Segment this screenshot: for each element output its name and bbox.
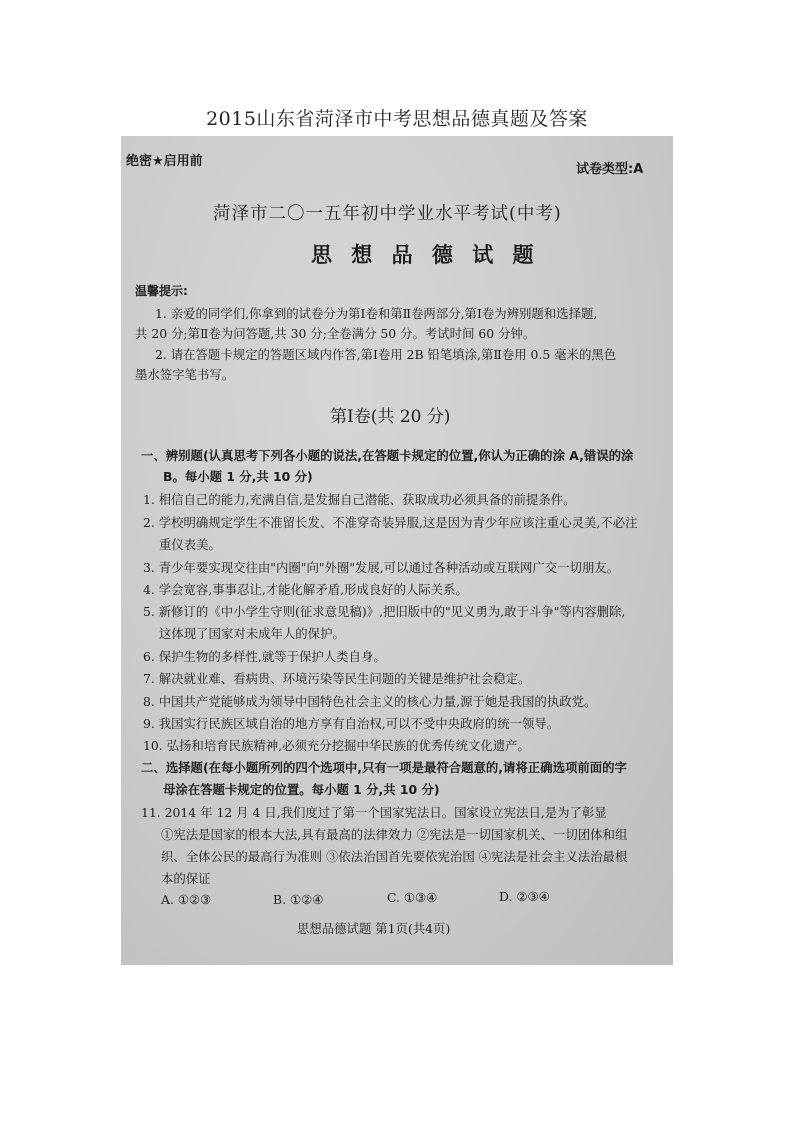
question-line: 7. 解决就业难、看病贵、环境污染等民生问题的关键是维护社会稳定。 bbox=[143, 671, 531, 686]
answer-option: D. ②③④ bbox=[499, 889, 550, 904]
question-line: 4. 学会宽容,事事忍让,才能化解矛盾,形成良好的人际关系。 bbox=[143, 582, 468, 597]
secret-label: 绝密★启用前 bbox=[126, 154, 203, 169]
question-line: 10. 弘扬和培育民族精神,必须充分挖掘中华民族的优秀传统文化遗产。 bbox=[143, 738, 530, 753]
page-footer: 思想品德试题 第1页(共4页) bbox=[297, 921, 451, 936]
section2-instruction: 母涂在答题卡规定的位置。每小题 1 分,共 10 分) bbox=[163, 782, 440, 797]
exam-name: 菏泽市二〇一五年初中学业水平考试(中考) bbox=[213, 204, 562, 224]
question-line: 本的保证 bbox=[161, 871, 211, 886]
answer-option: A. ①②③ bbox=[161, 892, 212, 907]
question-line: 11. 2014 年 12 月 4 日,我们度过了第一个国家宪法日。国家设立宪法日,是为了彰显 bbox=[141, 805, 607, 820]
question-line: 6. 保护生物的多样性,就等于保护人类自身。 bbox=[143, 649, 386, 664]
question-line: 9. 我国实行民族区域自治的地方享有自治权,可以不受中央政府的统一领导。 bbox=[143, 716, 560, 731]
section2-instruction: 二、选择题(在每小题所列的四个选项中,只有一项是最符合题意的,请将正确选项前面的字 bbox=[141, 760, 627, 775]
exam-content bbox=[121, 136, 673, 965]
question-line: 8. 中国共产党能够成为领导中国特色社会主义的核心力量,源于她是我国的执政党。 bbox=[143, 694, 597, 709]
tips-heading: 温馨提示: bbox=[135, 284, 188, 298]
question-line: 重仪表美。 bbox=[159, 537, 221, 552]
question-line: 1. 相信自己的能力,充满自信,是发掘自己潜能、获取成功必须具备的前提条件。 bbox=[143, 492, 576, 507]
tip-line: 共 20 分;第Ⅱ卷为问答题,共 30 分;全卷满分 50 分。考试时间 60 分钟。 bbox=[135, 326, 536, 341]
exam-photo bbox=[121, 136, 673, 965]
question-line: 织、全体公民的最高行为准则 ③依法治国首先要依宪治国 ④宪法是社会主义法治最根 bbox=[161, 849, 628, 864]
question-line: 2. 学校明确规定学生不准留长发、不准穿奇装异服,这是因为青少年应该注重心灵美,不必注 bbox=[143, 515, 638, 530]
tip-line: 1. 亲爱的同学们,你拿到的试卷分为第Ⅰ卷和第Ⅱ卷两部分,第Ⅰ卷为辨别题和选择题, bbox=[155, 306, 598, 321]
question-line: 这体现了国家对未成年人的保护。 bbox=[159, 626, 345, 641]
part1-title: 第Ⅰ卷(共 20 分) bbox=[330, 407, 451, 427]
answer-option: B. ①②④ bbox=[273, 892, 324, 907]
tip-line: 墨水签字笔书写。 bbox=[135, 367, 235, 382]
paper-type: 试卷类型:A bbox=[576, 162, 644, 177]
question-line: 5. 新修订的《中小学生守则(征求意见稿)》,把旧版中的"见义勇为,敢于斗争"等内容删除, bbox=[143, 604, 626, 619]
document-title: 2015山东省菏泽市中考思想品德真题及答案 bbox=[206, 108, 588, 130]
answer-option: C. ①③④ bbox=[387, 890, 438, 905]
section1-instruction: 一、辨别题(认真思考下列各小题的说法,在答题卡规定的位置,你认为正确的涂 A,错误的涂 bbox=[141, 448, 634, 463]
tip-line: 2. 请在答题卡规定的答题区域内作答,第Ⅰ卷用 2B 铅笔填涂,第Ⅱ卷用 0.5 毫米的黑色 bbox=[155, 347, 617, 362]
question-line: ①宪法是国家的根本大法,具有最高的法律效力 ②宪法是一切国家机关、一切团体和组 bbox=[161, 827, 628, 842]
question-line: 3. 青少年要实现交往由"内圈"向"外圈"发展,可以通过各种活动或互联网广交一切朋友。 bbox=[143, 560, 620, 575]
subject-title: 思 想 品 德 试 题 bbox=[311, 242, 540, 267]
section1-instruction: B。每小题 1 分,共 10 分) bbox=[163, 469, 313, 484]
